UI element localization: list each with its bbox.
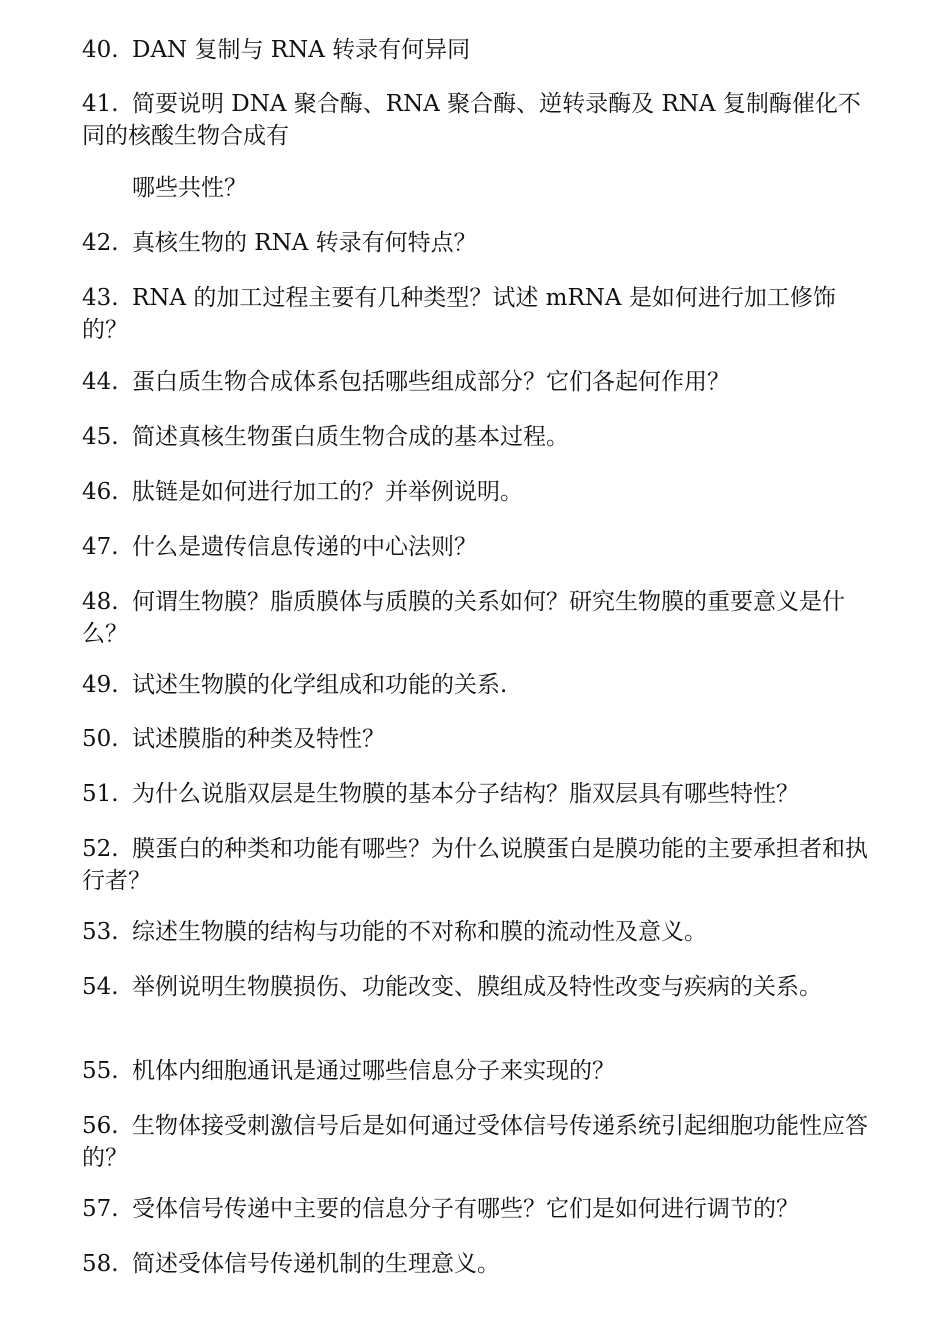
- question-text: 简述受体信号传递机制的生理意义。: [132, 1251, 500, 1277]
- question-text: 生物体接受刺激信号后是如何通过受体信号传递系统引起细胞功能性应答的？: [82, 1113, 868, 1171]
- question-number: 53.: [82, 919, 119, 945]
- question-55: [82, 1055, 872, 1087]
- question-text: 简要说明 DNA 聚合酶、RNA 聚合酶、逆转录酶及 RNA 复制酶催化不同的核酸生物合成有: [82, 91, 861, 149]
- question-number: 41.: [82, 91, 119, 117]
- question-58: [82, 1248, 872, 1280]
- question-text: 举例说明生物膜损伤、功能改变、膜组成及特性改变与疾病的关系。: [132, 974, 822, 1000]
- question-52: [82, 833, 872, 897]
- question-47: [82, 531, 872, 563]
- question-54: [82, 971, 872, 1003]
- question-text: 试述生物膜的化学组成和功能的关系.: [132, 672, 508, 698]
- question-text: 试述膜脂的种类及特性？: [132, 726, 385, 752]
- question-number: 57.: [82, 1196, 119, 1222]
- question-number: 47.: [82, 534, 119, 560]
- question-number: 48.: [82, 589, 119, 615]
- question-41: [82, 88, 872, 152]
- question-number: 49.: [82, 672, 119, 698]
- question-text: 膜蛋白的种类和功能有哪些？为什么说膜蛋白是膜功能的主要承担者和执行者？: [82, 836, 868, 894]
- question-number: 46.: [82, 479, 119, 505]
- question-48: [82, 586, 872, 650]
- question-44: [82, 366, 872, 398]
- question-number: 40.: [82, 37, 119, 63]
- question-40: [82, 34, 872, 66]
- question-51: [82, 778, 872, 810]
- question-number: 55.: [82, 1058, 119, 1084]
- question-text: 肽链是如何进行加工的？并举例说明。: [132, 479, 523, 505]
- question-text: 受体信号传递中主要的信息分子有哪些？它们是如何进行调节的？: [132, 1196, 799, 1222]
- question-text: 简述真核生物蛋白质生物合成的基本过程。: [132, 424, 569, 450]
- question-text: 什么是遗传信息传递的中心法则？: [132, 534, 477, 560]
- question-56: [82, 1110, 872, 1174]
- question-41-continuation: 哪些共性？: [132, 175, 247, 201]
- question-57: [82, 1193, 872, 1225]
- question-number: 45.: [82, 424, 119, 450]
- question-number: 44.: [82, 369, 119, 395]
- question-43: [82, 282, 872, 346]
- question-50: [82, 723, 872, 755]
- question-46: [82, 476, 872, 508]
- question-number: 58.: [82, 1251, 119, 1277]
- question-45: [82, 421, 872, 453]
- question-number: 51.: [82, 781, 119, 807]
- question-text: RNA 的加工过程主要有几种类型？试述 mRNA 是如何进行加工修饰的？: [82, 285, 836, 343]
- question-42: [82, 227, 872, 259]
- question-text: 真核生物的 RNA 转录有何特点？: [132, 230, 477, 256]
- question-49: [82, 669, 872, 701]
- question-number: 42.: [82, 230, 119, 256]
- question-text: DAN 复制与 RNA 转录有何异同: [132, 37, 471, 63]
- question-number: 43.: [82, 285, 119, 311]
- question-text: 机体内细胞通讯是通过哪些信息分子来实现的？: [132, 1058, 615, 1084]
- question-text: 何谓生物膜？脂质膜体与质膜的关系如何？研究生物膜的重要意义是什么？: [82, 589, 845, 647]
- question-text: 蛋白质生物合成体系包括哪些组成部分？它们各起何作用？: [132, 369, 730, 395]
- question-text: 综述生物膜的结构与功能的不对称和膜的流动性及意义。: [132, 919, 707, 945]
- question-number: 50.: [82, 726, 119, 752]
- question-number: 54.: [82, 974, 119, 1000]
- question-text: 为什么说脂双层是生物膜的基本分子结构？脂双层具有哪些特性？: [132, 781, 799, 807]
- question-number: 56.: [82, 1113, 119, 1139]
- question-53: [82, 916, 872, 948]
- question-number: 52.: [82, 836, 119, 862]
